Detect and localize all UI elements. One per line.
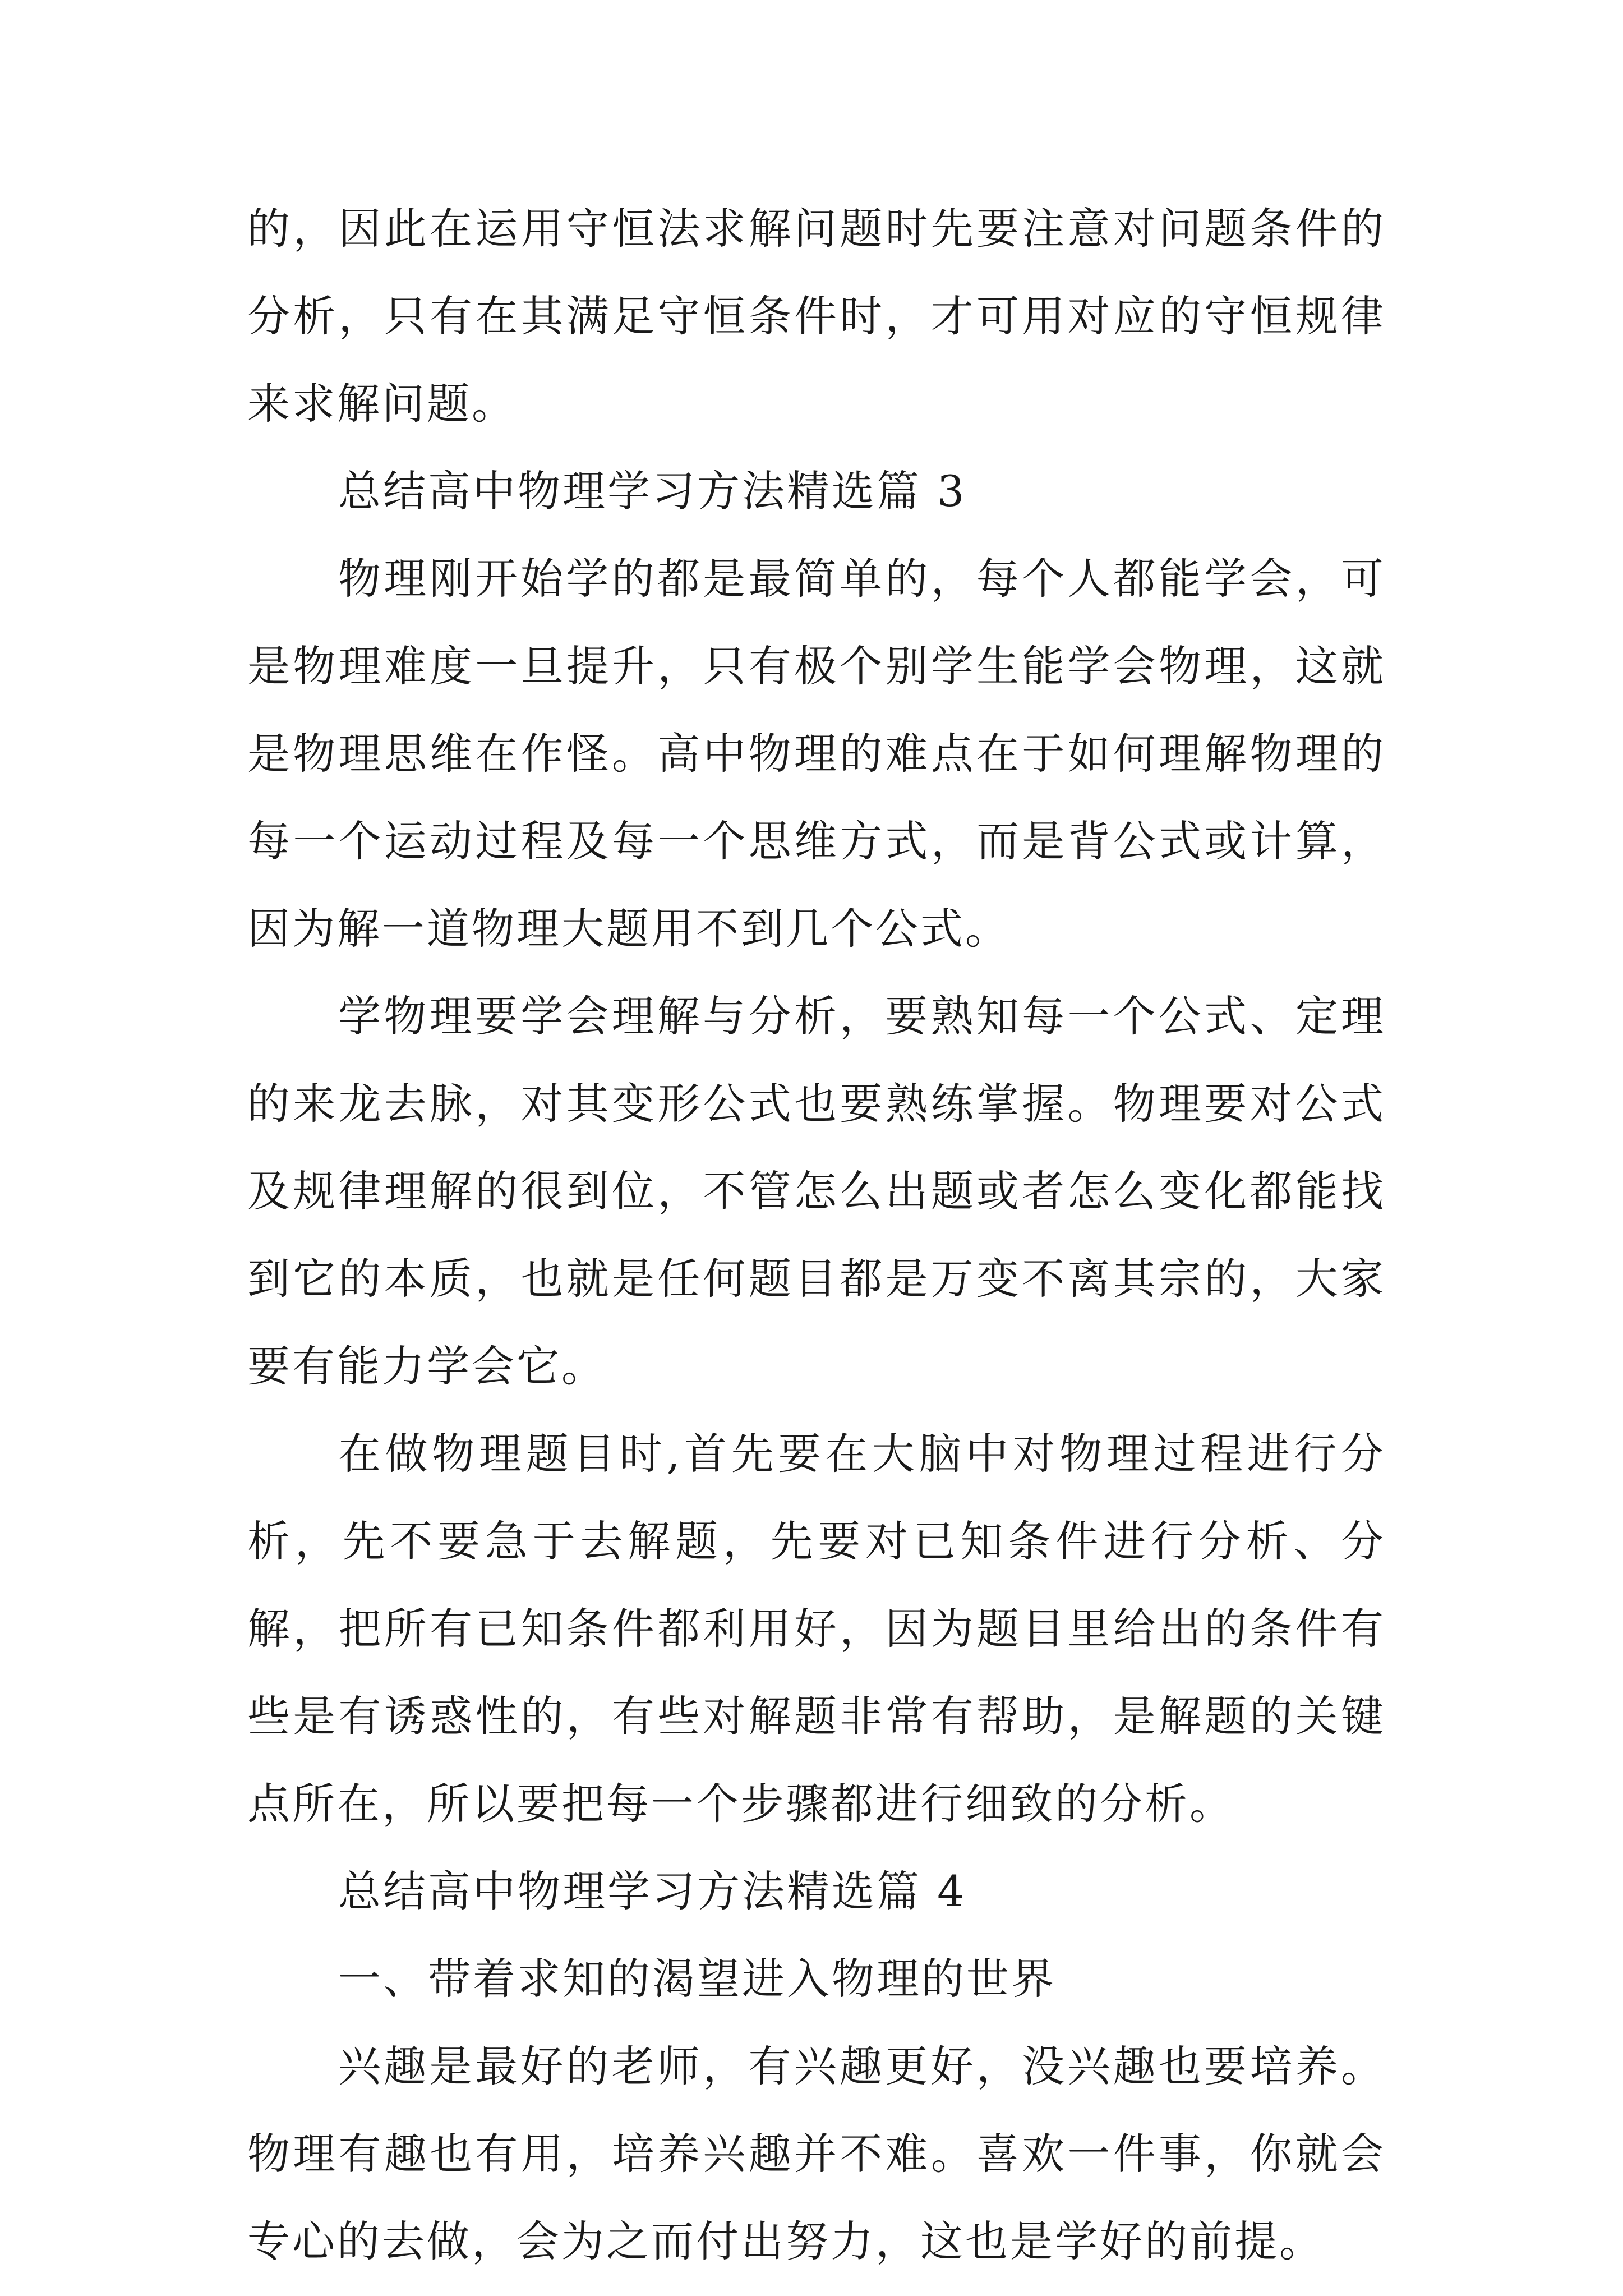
paragraph-continuation: 的，因此在运用守恒法求解问题时先要注意对问题条件的分析，只有在其满足守恒条件时，才可用对应的守恒规律来求解问题。 [247,204,1386,429]
section-heading-3: 总结高中物理学习方法精选篇 3 [338,466,967,516]
paragraph-interest: 兴趣是最好的老师，有兴趣更好，没兴趣也要培养。物理有趣也有用，培养兴趣并不难。喜欢一件事，你就会专心的去做，会为之而付出努力，这也是学好的前提。 [247,2041,1386,2266]
document-body [247,185,1386,2285]
paragraph-physics-thinking: 物理刚开始学的都是最简单的，每个人都能学会，可是物理难度一旦提升，只有极个别学生能学会物理，这就是物理思维在作怪。高中物理的难点在于如何理解物理的每一个运动过程及每一个思维方式，而是背公式或计算，因为解一道物理大题用不到几个公式。 [247,554,1386,954]
paragraph-understand-analyze: 学物理要学会理解与分析，要熟知每一个公式、定理的来龙去脉，对其变形公式也要熟练掌握。物理要对公式及规律理解的很到位，不管怎么出题或者怎么变化都能找到它的本质，也就是任何题目都是万变不离其宗的，大家要有能力学会它。 [247,991,1386,1391]
section-heading-4: 总结高中物理学习方法精选篇 4 [338,1866,967,1916]
paragraph-problem-solving: 在做物理题目时,首先要在大脑中对物理过程进行分析，先不要急于去解题，先要对已知条件进行分析、分解，把所有已知条件都利用好，因为题目里给出的条件有些是有诱惑性的，有些对解题非常有帮助，是解题的关键点所在，所以要把每一个步骤都进行细致的分析。 [247,1429,1386,1829]
subheading-curiosity: 一、带着求知的渴望进入物理的世界 [338,1954,1056,2004]
